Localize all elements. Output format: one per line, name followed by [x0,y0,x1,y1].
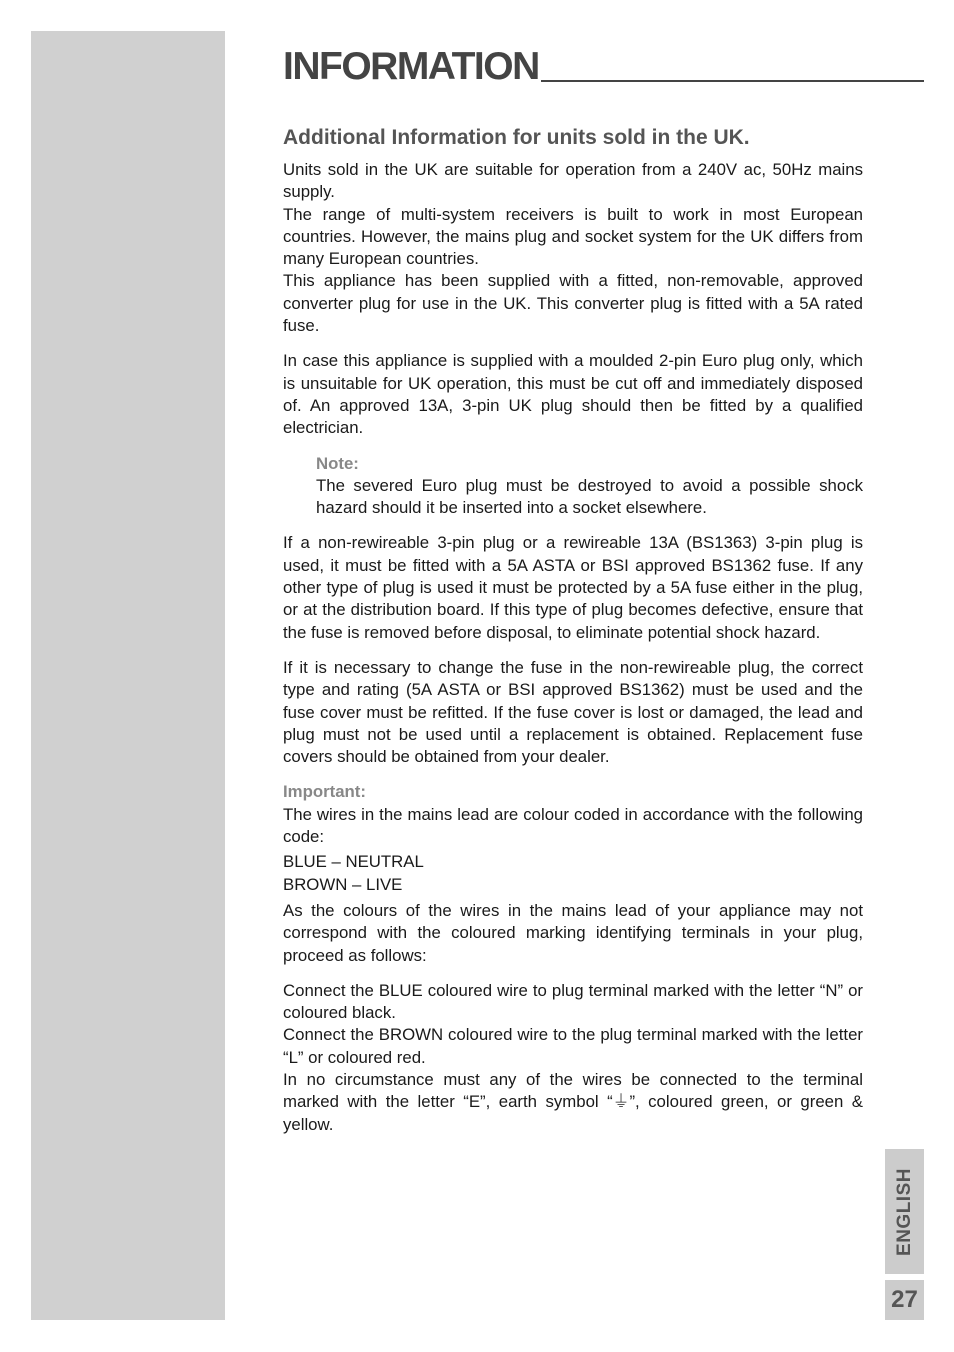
page-header [283,46,924,86]
language-tab [885,1149,924,1274]
paragraph-colour-code: The wires in the mains lead are colour coded in accordance with the following code: [283,804,863,847]
paragraph-fuse-requirements: If a non-rewireable 3-pin plug or a rewireable 13A (BS1363) 3-pin plug is used, it must be fitted with a 5A ASTA or BSI approved BS1362 fuse. If any other type of plug is used it must be protected by a 5A fuse either in the plug, or at the distribution board. If this type of plug becomes defective, ensure that the fuse is removed before disposal, to eliminate potential shock hazard. [283,533,863,642]
paragraph-terminal-marking: As the colours of the wires in the mains lead of your appliance may not correspond with the coloured marking identifying terminals in your plug, proceed as follows: [283,900,863,965]
important-label: Important: [283,782,366,802]
paragraph-euro-plug: In case this appliance is supplied with a moulded 2-pin Euro plug only, which is unsuitable for UK operation, this must be cut off and immediately disposed of. An approved 13A, 3-pin UK plug should then be fitted by a qualified electrician. [283,351,863,438]
note-text: The severed Euro plug must be destroyed to avoid a possible shock hazard should it be inserted into a socket elsewhere. [316,475,863,518]
paragraph-connect-brown: Connect the BROWN coloured wire to the plug terminal marked with the letter “L” or coloured red. [283,1025,863,1067]
main-content [283,124,863,1136]
wire-blue-neutral: BLUE – NEUTRAL [283,852,424,872]
wire-brown-live: BROWN – LIVE [283,874,403,894]
header-rule [541,80,924,82]
language-label: ENGLISH [893,1167,915,1256]
paragraph-connect-blue: Connect the BLUE coloured wire to plug terminal marked with the letter “N” or coloured black. [283,980,863,1023]
paragraph-converter-plug: This appliance has been supplied with a fitted, non-removable, approved converter plug for use in the UK. This converter plug is fitted with a 5A rated fuse. [283,271,863,336]
paragraph-fuse-change: If it is necessary to change the fuse in the non-rewireable plug, the correct type and rating (5A ASTA or BSI approved BS1362) must be used and the fuse cover must be refitted. If the fuse cover is lost or damaged, the lead and plug must not be used until a replacement is obtained. Replacement fuse covers should be obtained from your dealer. [283,657,863,767]
paragraph-mains-supply: Units sold in the UK are suitable for operation from a 240V ac, 50Hz mains supply. [283,160,863,202]
page-title: INFORMATION [283,45,539,88]
paragraph-multi-system: The range of multi-system receivers is built to work in most European countries. However, the mains plug and socket system for the UK differs from many European countries. [283,204,863,269]
note-label: Note: [316,453,359,473]
page-number: 27 [885,1280,924,1320]
note-block [316,453,863,520]
section-heading: Additional Information for units sold in the UK. [283,126,750,149]
left-sidebar-panel [31,31,225,1320]
paragraph-earth-warning: In no circumstance must any of the wires be connected to the terminal marked with the letter “E”, earth symbol “⏚”, coloured green, or green & yellow. [283,1069,863,1134]
